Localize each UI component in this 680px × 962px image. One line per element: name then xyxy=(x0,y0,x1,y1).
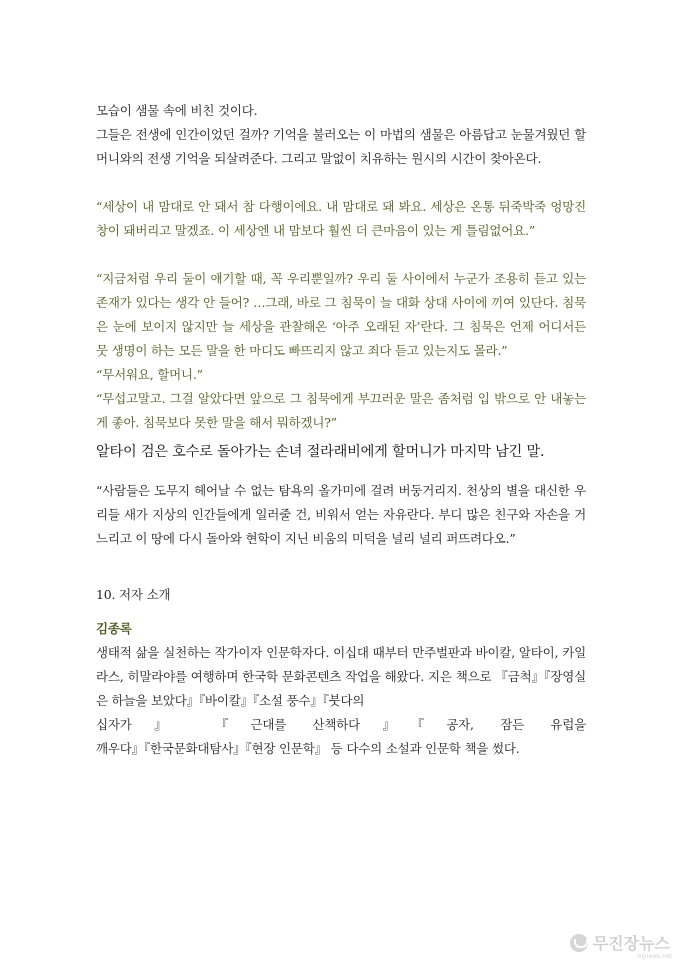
bio-word: 산책하다』『공자, xyxy=(312,717,474,732)
dialogue-line-1: “지금처럼 우리 둘이 얘기할 때, 꼭 우리뿐일까? 우리 둘 사이에서 누군가 조용히 듣고 있는 존재가 있다는 생각 안 들어? …그래, 바로 그 침묵이 늘 대화 상대 사이에 끼여 있단다. 침묵은 눈에 보이지 않지만 늘 세상을 관찰해온 ‘아주 오래된 자’란다. 그 침묵은 언제 어디서든 뭇 생명이 하는 모든 말을 한 마디도 빠뜨리지 않고 죄다 듣고 있는지도 몰라.” xyxy=(96,271,586,358)
author-bio: 생태적 삶을 실천하는 작가이자 인문학자다. 이십대 때부터 만주벌판과 바이칼, 알타이, 카일라스, 히말라야를 여행하며 한국학 문화콘텐츠 작업을 해왔다. 지은 책으로 『금척』『장영실은 하늘을 보았다』『바이칼』『소설 풍수』『붓다의 xyxy=(96,645,586,708)
spacer xyxy=(96,243,586,267)
watermark-text: 무진장뉴스 xyxy=(592,934,670,953)
bio-word: 십자가』 xyxy=(96,717,190,732)
final-quote: “사람들은 도무지 헤어날 수 없는 탐욕의 올가미에 걸려 버둥거리지. 천상의 별을 대신한 우리들 새가 지상의 인간들에게 일러줄 건, 비워서 얻는 자유란다. 부디 많은 친구와 자손을 거느리고 이 땅에 다시 돌아와 현학이 지닌 비움의 미덕을 널리 널리 퍼뜨려다오.” xyxy=(96,483,586,546)
dialogue-line-3: “무섭고말고. 그걸 알았다면 앞으로 그 침묵에게 부끄러운 말은 좀처럼 입 밖으로 안 내놓는 게 좋아. 침묵보다 못한 말을 해서 뭐하겠니?” xyxy=(96,391,586,430)
section-title: 10. 저자 소개 xyxy=(96,587,171,602)
bio-word: 『근대를 xyxy=(215,717,287,732)
dialogue-line-2: “무서워요, 할머니.” xyxy=(96,367,203,382)
bio-word: 잠든 xyxy=(500,717,524,732)
watermark xyxy=(570,931,670,954)
document-page xyxy=(96,99,586,761)
watermark-url: mjnews.net xyxy=(637,953,672,960)
intro-line-1: 모습이 샘물 속에 비친 것이다. xyxy=(96,103,258,118)
spacer xyxy=(96,171,586,195)
bio-word: 유럽을 xyxy=(550,717,587,732)
watermark-logo-icon xyxy=(570,934,588,952)
author-bio-last: 깨우다』『한국문화대탐사』『현장 인문학』 등 다수의 소설과 인문학 책을 썼다. xyxy=(96,741,520,756)
spacer xyxy=(96,551,586,575)
author-bio-spaced-line xyxy=(96,713,586,737)
intro-paragraph: 그들은 전생에 인간이었던 걸까? 기억을 불러오는 이 마법의 샘물은 아름답고 눈물겨웠던 할머니와의 전생 기억을 되살려준다. 그리고 말없이 치유하는 원시의 시간이 찾아온다. xyxy=(96,127,586,166)
quote-paragraph: “세상이 내 맘대로 안 돼서 참 다행이에요. 내 맘대로 돼 봐요. 세상은 온통 뒤죽박죽 엉망진창이 돼버리고 말겠죠. 이 세상엔 내 맘보다 훨씬 더 큰마음이 있는 게 틀림없어요.” xyxy=(96,199,586,238)
author-name: 김종록 xyxy=(96,621,132,636)
section-heading: 알타이 검은 호수로 돌아가는 손녀 절라래비에게 할머니가 마지막 남긴 말. xyxy=(96,444,545,460)
